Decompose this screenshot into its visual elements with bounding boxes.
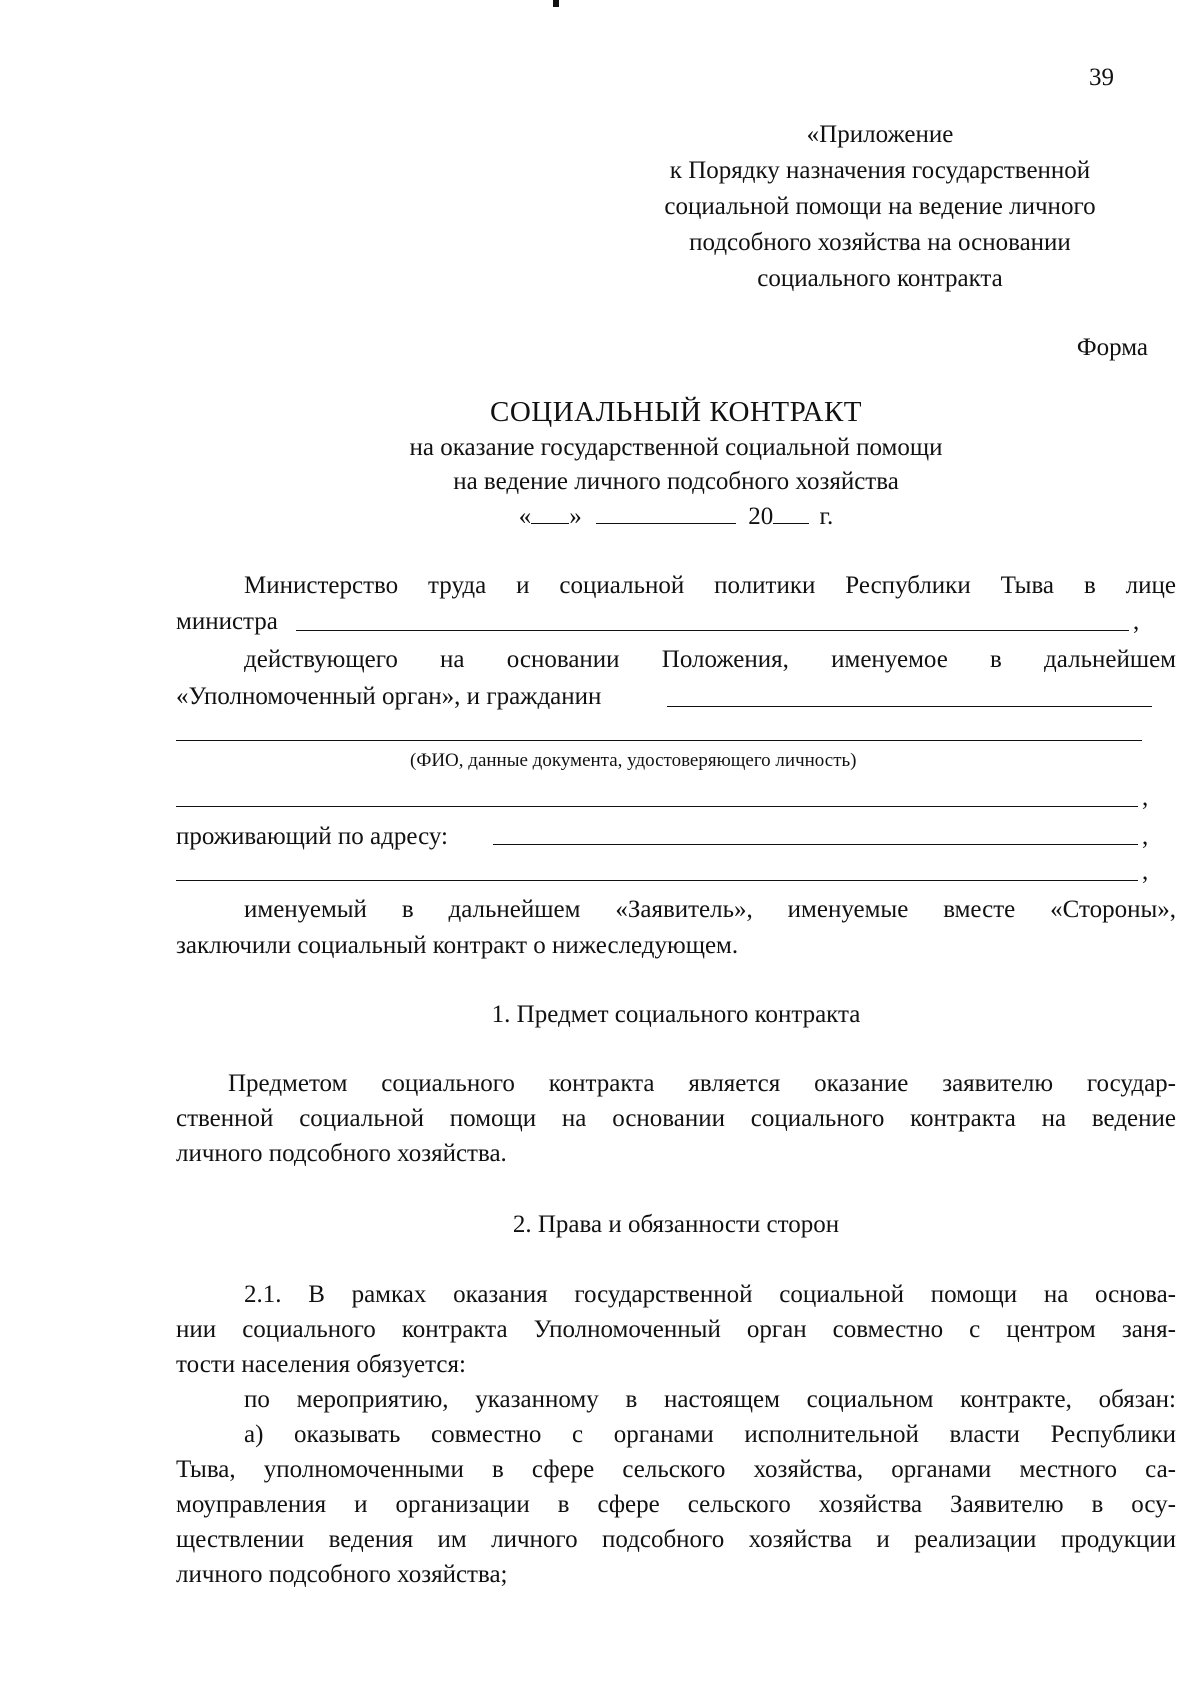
address-comma: , (1142, 823, 1149, 850)
paragraph-line: личного подсобного хозяйства; (176, 1561, 508, 1588)
section-1-heading: 1. Предмет социального контракта (491, 1001, 861, 1028)
address-field[interactable] (493, 844, 1138, 845)
month-blank[interactable] (596, 499, 736, 524)
paragraph-line: Тыва, уполномоченными в сфере сельского хозяйства, органами местного са- (176, 1456, 1176, 1483)
appendix-line: подсобного хозяйства на основании (689, 229, 1071, 256)
fio-caption: (ФИО, данные документа, удостоверяющего личность) (410, 750, 857, 771)
paragraph-line: моуправления и организации в сфере сельского хозяйства Заявителю в осу- (176, 1491, 1176, 1518)
contract-date-line (176, 499, 1176, 535)
paragraph-line: а) оказывать совместно с органами исполнительной власти Республики (244, 1421, 1176, 1448)
minister-comma: , (1133, 608, 1140, 635)
parties-line-1: Министерство труда и социальной политики Республики Тыва в лице (244, 572, 1176, 599)
address-label: проживающий по адресу: (176, 823, 448, 850)
paragraph-line: нии социального контракта Уполномоченный орган совместно с центром заня- (176, 1316, 1176, 1343)
appendix-line: к Порядку назначения государственной (669, 157, 1091, 184)
contract-subtitle-1: на оказание государственной социальной помощи (409, 434, 943, 461)
address-field-2[interactable] (176, 880, 1138, 881)
contract-subtitle-2: на ведение личного подсобного хозяйства (453, 468, 899, 495)
appendix-line: социальной помощи на ведение личного (664, 193, 1096, 220)
year-prefix: 20 (748, 503, 774, 530)
details-comma: , (1142, 784, 1149, 811)
citizen-details-field-2[interactable] (176, 806, 1138, 807)
minister-name-field[interactable] (296, 630, 1129, 631)
section-2-heading: 2. Права и обязанности сторон (512, 1211, 840, 1238)
address-comma-2: , (1142, 858, 1149, 885)
paragraph-line: по мероприятию, указанному в настоящем социальном контракте, обязан: (244, 1386, 1176, 1413)
paragraph-line: личного подсобного хозяйства. (176, 1140, 507, 1167)
clause-2-1-a (176, 1417, 1176, 1592)
paragraph-line: тости населения обязуется: (176, 1351, 466, 1378)
scan-mark (553, 0, 559, 7)
citizen-label: «Уполномоченный орган», и гражданин (176, 683, 602, 710)
paragraph-line: 2.1. В рамках оказания государственной социальной помощи на основа- (244, 1281, 1176, 1308)
date-close-quote: » (569, 503, 582, 530)
named-line-2: заключили социальный контракт о нижеследующем. (176, 932, 739, 959)
citizen-details-field[interactable] (176, 740, 1142, 741)
form-label: Форма (1076, 334, 1148, 361)
page-number: 39 (1089, 64, 1114, 91)
paragraph-line: ществлении ведения им личного подсобного хозяйства и реализации продукции (176, 1526, 1176, 1553)
appendix-block (600, 117, 1160, 297)
year-blank[interactable] (773, 499, 809, 524)
citizen-name-field[interactable] (667, 706, 1152, 707)
parties-line-3: действующего на основании Положения, именуемое в дальнейшем (244, 646, 1176, 673)
section-1-paragraph (176, 1066, 1176, 1171)
named-line-1: именуемый в дальнейшем «Заявитель», именуемые вместе «Стороны», (244, 896, 1176, 923)
paragraph-line: Предметом социального контракта является оказание заявителю государ- (228, 1070, 1176, 1097)
appendix-line: социального контракта (757, 265, 1003, 292)
appendix-line: «Приложение (806, 121, 954, 148)
contract-header (176, 393, 1176, 535)
date-open-quote: « (518, 503, 532, 530)
clause-2-1 (176, 1277, 1176, 1417)
contract-title: СОЦИАЛЬНЫЙ КОНТРАКТ (490, 396, 862, 428)
day-blank[interactable] (531, 499, 569, 524)
paragraph-line: ственной социальной помощи на основании социального контракта на ведение (176, 1105, 1176, 1132)
year-suffix: г. (819, 503, 834, 530)
minister-label: министра (176, 608, 278, 635)
